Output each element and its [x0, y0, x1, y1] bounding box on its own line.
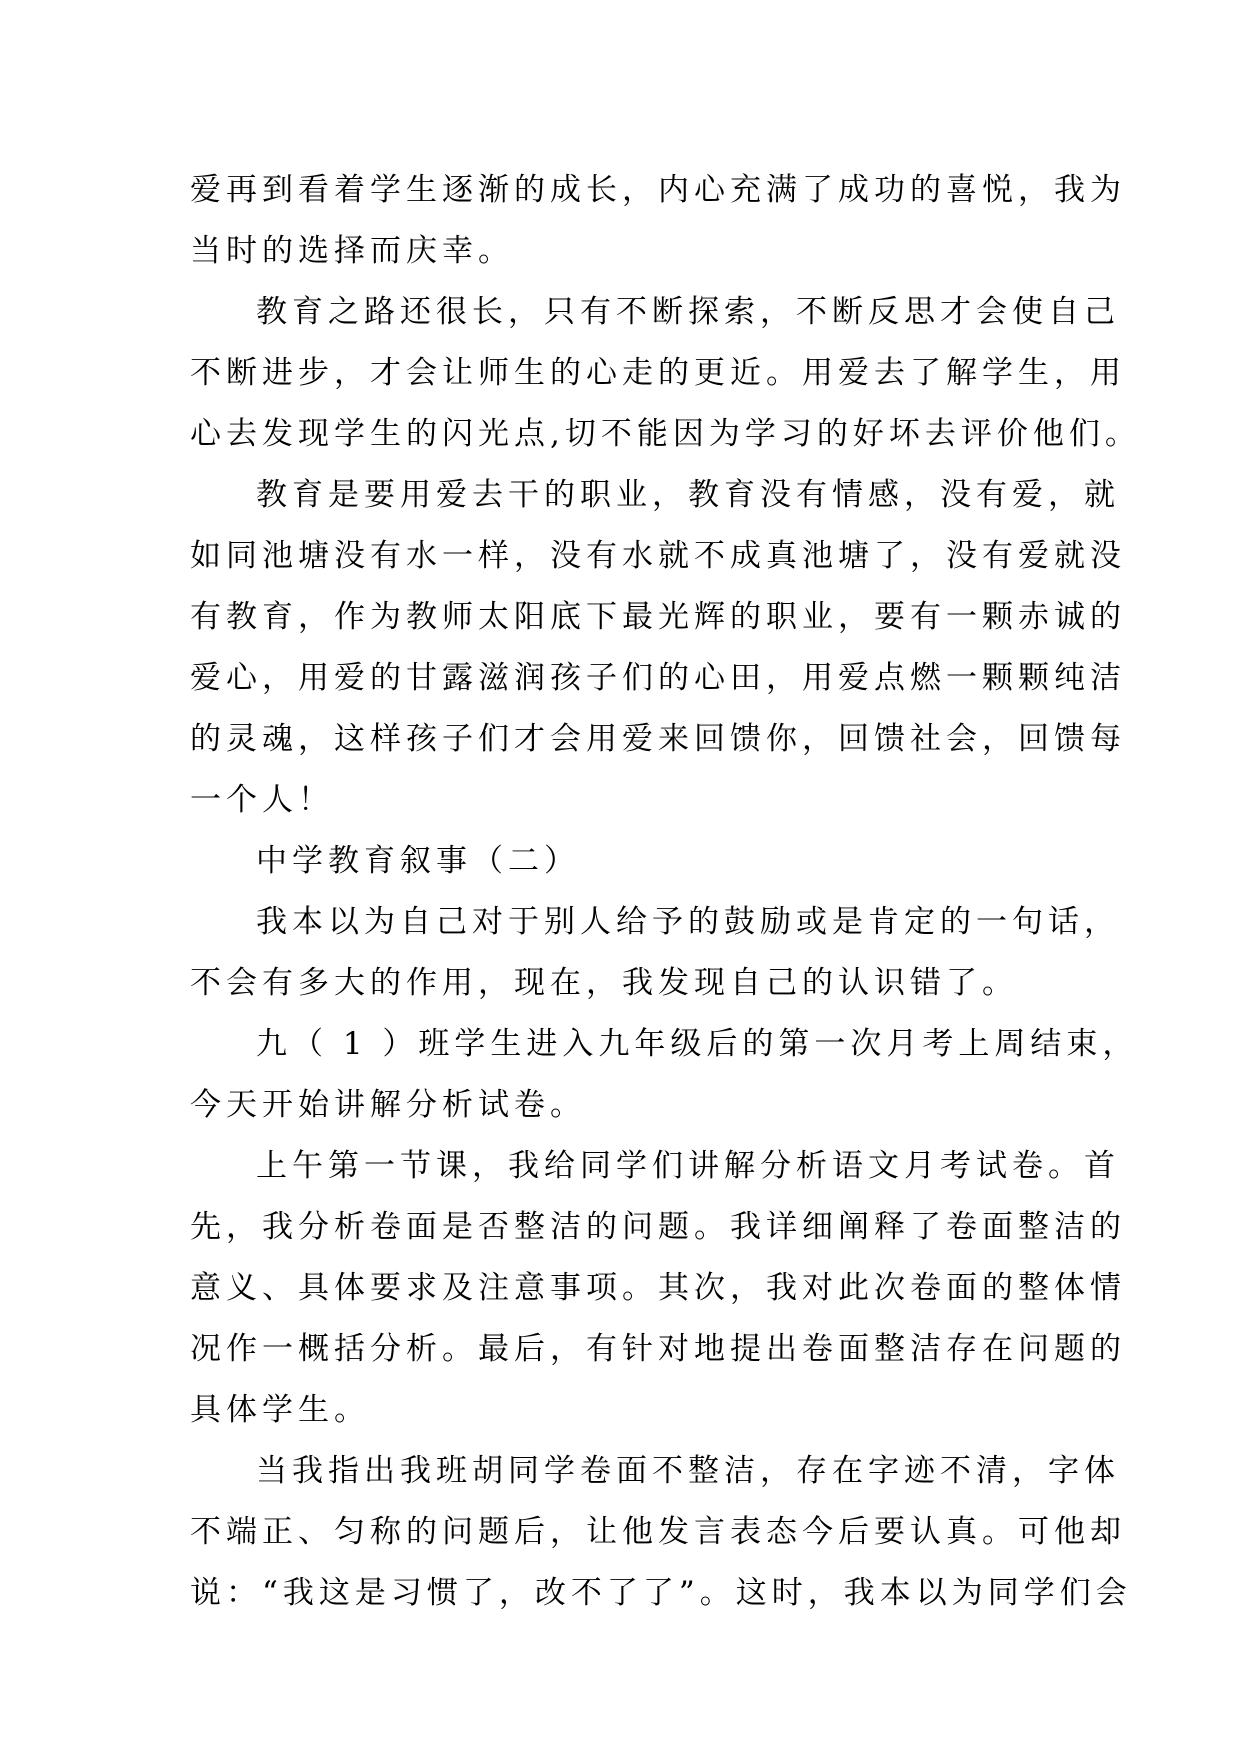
text-line: 具体学生。 [190, 1392, 370, 1428]
text-line: 一个人！ [190, 782, 334, 818]
text-line: 况作一概括分析。最后，有针对地提出卷面整洁存在问题的 [190, 1331, 1126, 1367]
section-heading: 中学教育叙事（二） [256, 843, 580, 879]
text-line: 爱心，用爱的甘露滋润孩子们的心田，用爱点燃一颗颗纯洁 [190, 660, 1126, 696]
text-line: 意义、具体要求及注意事项。其次，我对此次卷面的整体情 [190, 1270, 1126, 1306]
text-line: 我本以为自己对于别人给予的鼓励或是肯定的一句话， [256, 904, 1120, 940]
text-line: 先，我分析卷面是否整洁的问题。我详细阐释了卷面整洁的 [190, 1209, 1126, 1245]
text-line: 的灵魂，这样孩子们才会用爱来回馈你，回馈社会，回馈每 [190, 721, 1126, 757]
text-line: 不断进步，才会让师生的心走的更近。用爱去了解学生，用 [190, 355, 1126, 391]
text-line: 当我指出我班胡同学卷面不整洁，存在字迹不清，字体 [256, 1453, 1120, 1489]
text-line: 教育之路还很长，只有不断探索，不断反思才会使自己 [256, 294, 1120, 330]
document-body [190, 160, 1141, 1624]
text-line: 九（ 1 ）班学生进入九年级后的第一次月考上周结束， [256, 1026, 1139, 1062]
text-line: 当时的选择而庆幸。 [190, 233, 514, 269]
text-line: 爱再到看着学生逐渐的成长，内心充满了成功的喜悦，我为 [190, 172, 1126, 208]
text-line: 上午第一节课，我给同学们讲解分析语文月考试卷。首 [256, 1148, 1120, 1184]
text-line: 不端正、匀称的问题后，让他发言表态今后要认真。可他却 [190, 1514, 1126, 1550]
text-line: 有教育，作为教师太阳底下最光辉的职业，要有一颗赤诚的 [190, 599, 1126, 635]
text-line: 心去发现学生的闪光点,切不能因为学习的好坏去评价他们。 [190, 416, 1141, 452]
text-line: 今天开始讲解分析试卷。 [190, 1087, 586, 1123]
text-line: 如同池塘没有水一样，没有水就不成真池塘了，没有爱就没 [190, 538, 1126, 574]
text-line: 教育是要用爱去干的职业，教育没有情感，没有爱，就 [256, 477, 1120, 513]
text-line: 说：“我这是习惯了，改不了了”。这时，我本以为同学们会 [190, 1575, 1132, 1611]
text-line: 不会有多大的作用，现在，我发现自己的认识错了。 [190, 965, 1018, 1001]
